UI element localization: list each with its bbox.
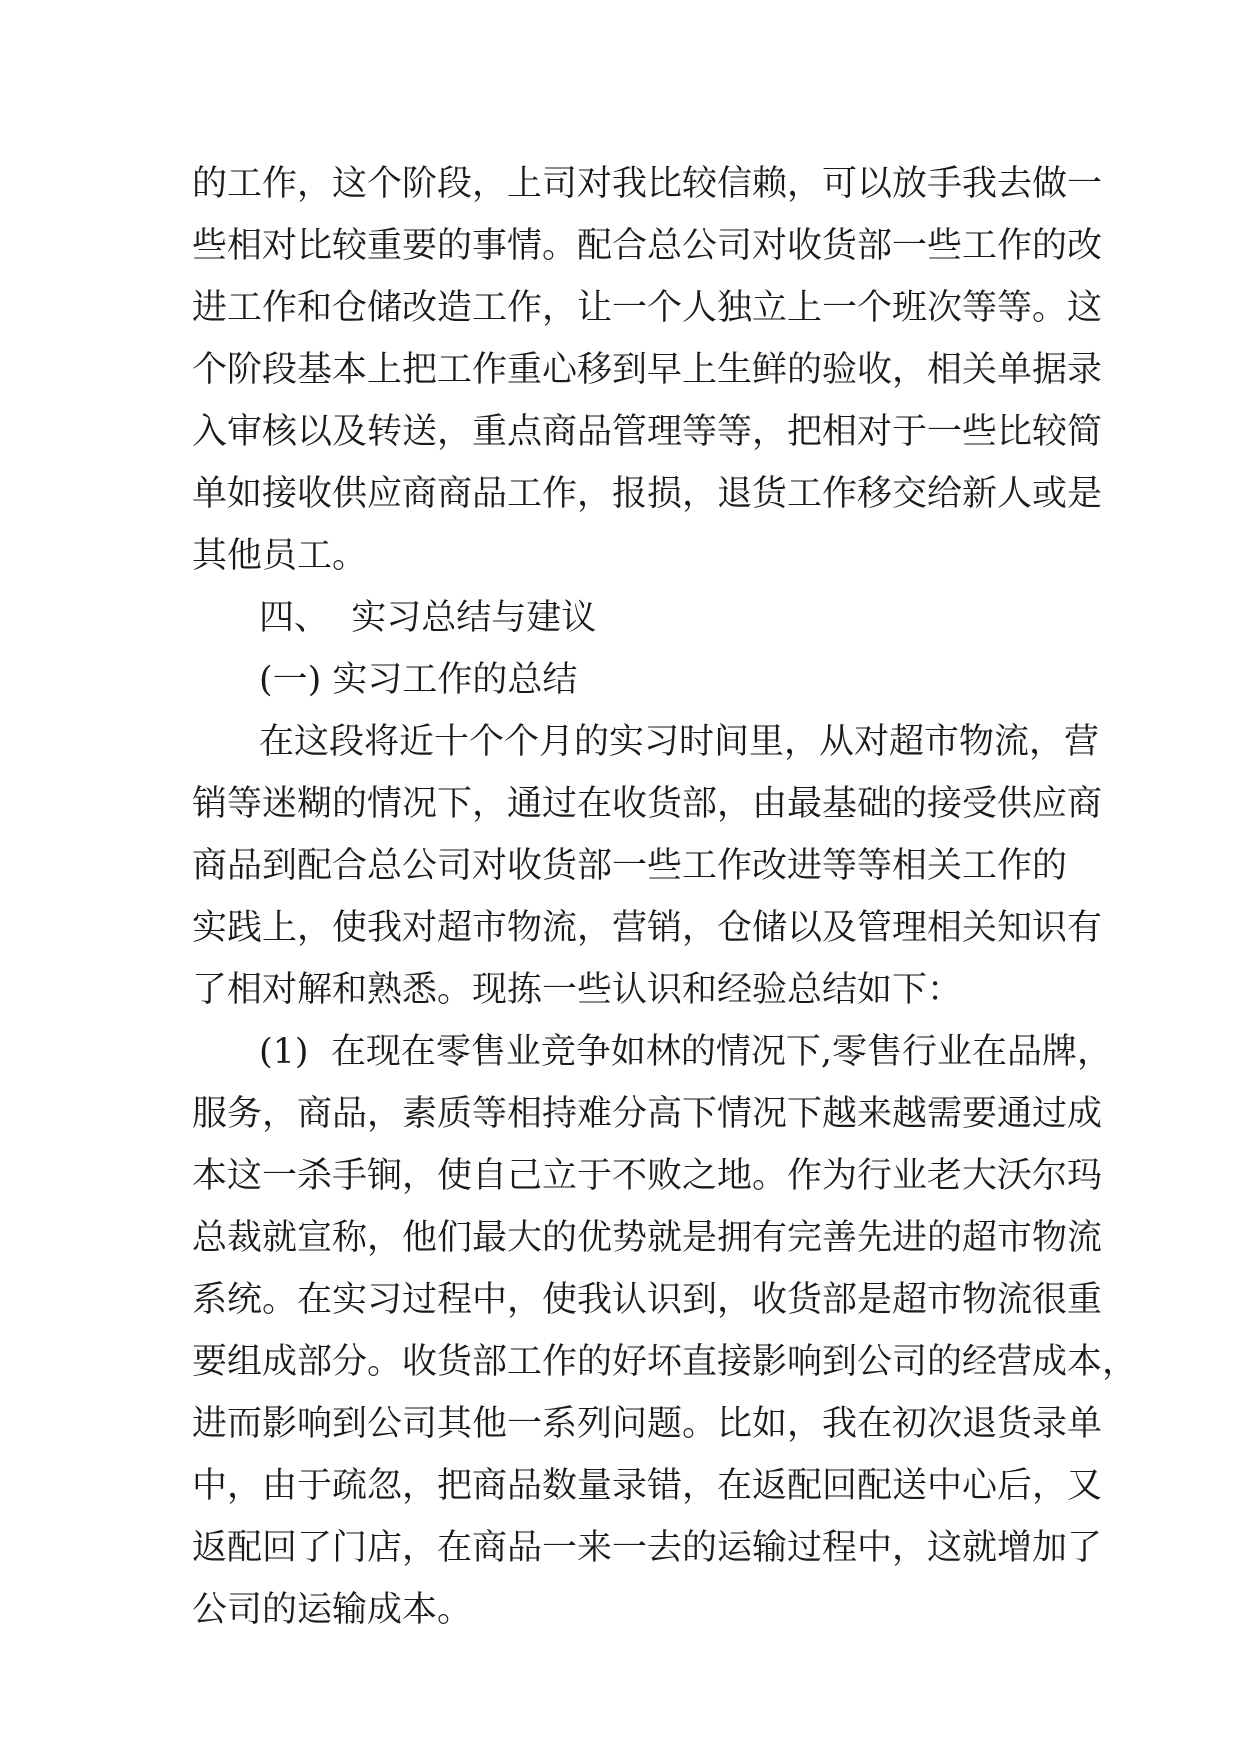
body-text-line: 商品到配合总公司对收货部一些工作改进等等相关工作的 <box>192 846 1068 886</box>
body-text-line: 要组成部分。收货部工作的好坏直接影响到公司的经营成本， <box>192 1342 1138 1382</box>
body-text-line: 了相对解和熟悉。现拣一些认识和经验总结如下： <box>192 970 963 1010</box>
body-text-line: 在这段将近十个个月的实习时间里，从对超市物流，营 <box>259 722 1100 762</box>
body-text-line: 进工作和仓储改造工作，让一个人独立上一个班次等等。这 <box>192 288 1103 328</box>
body-text-line: 返配回了门店，在商品一来一去的运输过程中，这就增加了 <box>192 1528 1103 1568</box>
body-text-line: 公司的运输成本。 <box>192 1590 473 1630</box>
body-text-line: 系统。在实习过程中，使我认识到，收货部是超市物流很重 <box>192 1280 1103 1320</box>
body-text-line: 其他员工。 <box>192 536 368 576</box>
body-text-line: 服务，商品，素质等相持难分高下情况下越来越需要通过成 <box>192 1094 1103 1134</box>
body-text-line: 个阶段基本上把工作重心移到早上生鲜的验收，相关单据录 <box>192 350 1103 390</box>
body-text-line: 些相对比较重要的事情。配合总公司对收货部一些工作的改 <box>192 226 1103 266</box>
body-text-line: 总裁就宣称，他们最大的优势就是拥有完善先进的超市物流 <box>192 1218 1103 1258</box>
body-text-line: 中，由于疏忽，把商品数量录错，在返配回配送中心后，又 <box>192 1466 1103 1506</box>
section-heading: 四、 实习总结与建议 <box>259 598 597 638</box>
body-text-line: 的工作，这个阶段，上司对我比较信赖，可以放手我去做一 <box>192 164 1103 204</box>
body-text-line: 入审核以及转送，重点商品管理等等，把相对于一些比较简 <box>192 412 1103 452</box>
subsection-heading: (一) 实习工作的总结 <box>259 660 578 700</box>
body-text-line: 销等迷糊的情况下，通过在收货部，由最基础的接受供应商 <box>192 784 1103 824</box>
body-text-line: 进而影响到公司其他一系列问题。比如，我在初次退货录单 <box>192 1404 1103 1444</box>
list-item-text: (1) 在现在零售业竞争如林的情况下,零售行业在品牌， <box>259 1032 1112 1072</box>
body-text-line: 单如接收供应商商品工作，报损，退货工作移交给新人或是 <box>192 474 1103 514</box>
body-text-line: 本这一杀手锏，使自己立于不败之地。作为行业老大沃尔玛 <box>192 1156 1103 1196</box>
body-text-line: 实践上，使我对超市物流，营销，仓储以及管理相关知识有 <box>192 908 1103 948</box>
